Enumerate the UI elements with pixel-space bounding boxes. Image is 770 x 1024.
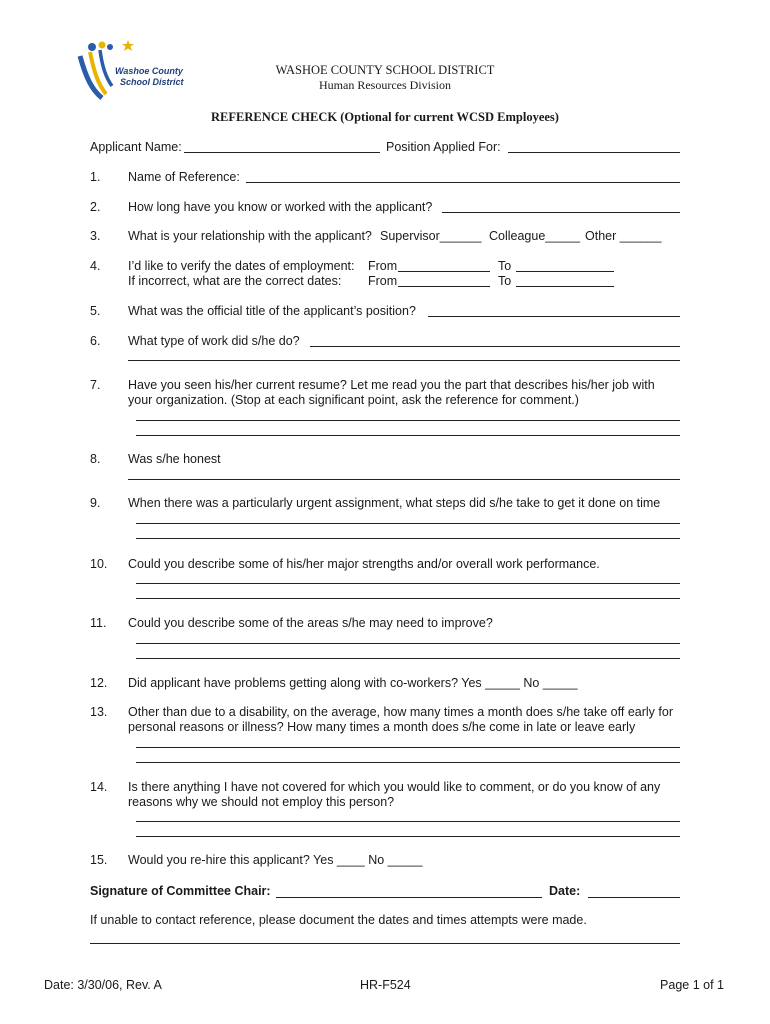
q1-answer-field[interactable] [246,182,680,183]
footer-date: Date: 3/30/06, Rev. A [44,978,162,992]
q15-text: Would you re-hire this applicant? Yes ____ No _____ [128,853,423,867]
q3-option-supervisor[interactable]: Supervisor______ [380,229,482,243]
q3-text: What is your relationship with the applicant? [128,229,372,243]
q4-to-label-1: To [498,259,512,273]
q7-text-line1: Have you seen his/her current resume? Let me read you the part that describes his/her job with [128,378,655,392]
q11-answer-field-1[interactable] [136,643,680,644]
applicant-name-field[interactable] [184,152,380,153]
q13-text-line1: Other than due to a disability, on the average, how many times a month does s/he take off early for [128,705,673,719]
contact-note-field[interactable] [90,943,680,944]
q1-text: Name of Reference: [128,170,240,184]
footer-form-number: HR-F524 [360,978,411,992]
q11-answer-field-2[interactable] [136,658,680,659]
q4-from-field-2[interactable] [398,286,490,287]
q12-text: Did applicant have problems getting along with co-workers? Yes _____ No _____ [128,676,578,690]
q5-answer-field[interactable] [428,316,680,317]
q9-answer-field-1[interactable] [136,523,680,524]
q7-answer-field-2[interactable] [136,435,680,436]
org-name: WASHOE COUNTY SCHOOL DISTRICT [275,63,495,77]
q9-text: When there was a particularly urgent assignment, what steps did s/he take to get it done on time [128,496,661,510]
q7-number: 7. [90,378,101,392]
q10-answer-field-2[interactable] [136,598,680,599]
q4-text-line2: If incorrect, what are the correct dates: [128,274,342,288]
q4-text-line1: I’d like to verify the dates of employment: [128,259,355,273]
q4-from-field-1[interactable] [398,271,490,272]
date-field[interactable] [588,897,680,898]
q7-text-line2: your organization. (Stop at each significant point, ask the reference for comment.) [128,393,579,407]
q5-text: What was the official title of the applicant’s position? [128,304,416,318]
q6-text: What type of work did s/he do? [128,334,300,348]
q4-number: 4. [90,259,101,273]
q4-to-field-2[interactable] [516,286,614,287]
date-label: Date: [549,884,581,898]
logo-line-2: School District [120,77,184,87]
position-field[interactable] [508,152,680,153]
logo-line-1: Washoe County [115,66,183,76]
q12-number: 12. [90,676,108,690]
q6-answer-field-1[interactable] [310,346,680,347]
q14-text-line2: reasons why we should not employ this person? [128,795,395,809]
q4-to-label-2: To [498,274,512,288]
division-name: Human Resources Division [319,78,451,92]
q4-to-field-1[interactable] [516,271,614,272]
q11-text: Could you describe some of the areas s/he may need to improve? [128,616,493,630]
form-title: REFERENCE CHECK (Optional for current WCSD Employees) [211,110,559,124]
q2-text: How long have you know or worked with the applicant? [128,200,433,214]
q13-answer-field-1[interactable] [136,747,680,748]
contact-note: If unable to contact reference, please document the dates and times attempts were made. [90,913,587,927]
q13-answer-field-2[interactable] [136,762,680,763]
position-label: Position Applied For: [386,140,501,154]
q9-answer-field-2[interactable] [136,538,680,539]
q15-number: 15. [90,853,108,867]
q14-answer-field-1[interactable] [136,821,680,822]
q8-text: Was s/he honest [128,452,221,466]
q10-answer-field-1[interactable] [136,583,680,584]
q11-number: 11. [90,616,107,630]
q3-number: 3. [90,229,101,243]
q13-number: 13. [90,705,108,719]
q8-answer-field[interactable] [128,479,680,480]
q4-from-label-1: From [368,259,398,273]
q1-number: 1. [90,170,101,184]
q14-number: 14. [90,780,108,794]
footer-page-number: Page 1 of 1 [660,978,724,992]
q4-from-label-2: From [368,274,398,288]
q10-text: Could you describe some of his/her major strengths and/or overall work performance. [128,557,600,571]
q14-text-line1: Is there anything I have not covered for which you would like to comment, or do you know of any [128,780,661,794]
signature-label: Signature of Committee Chair: [90,884,271,898]
q2-number: 2. [90,200,101,214]
q6-answer-field-2[interactable] [128,360,680,361]
q5-number: 5. [90,304,101,318]
q6-number: 6. [90,334,101,348]
q13-text-line2: personal reasons or illness? How many times a month does s/he come in late or leave early [128,720,636,734]
q3-option-colleague[interactable]: Colleague_____ [489,229,581,243]
q2-answer-field[interactable] [442,212,680,213]
signature-field[interactable] [276,897,542,898]
q10-number: 10. [90,557,108,571]
q8-number: 8. [90,452,101,466]
q9-number: 9. [90,496,101,510]
q3-option-other[interactable]: Other ______ [585,229,662,243]
q7-answer-field-1[interactable] [136,420,680,421]
applicant-name-label: Applicant Name: [90,140,182,154]
q14-answer-field-2[interactable] [136,836,680,837]
